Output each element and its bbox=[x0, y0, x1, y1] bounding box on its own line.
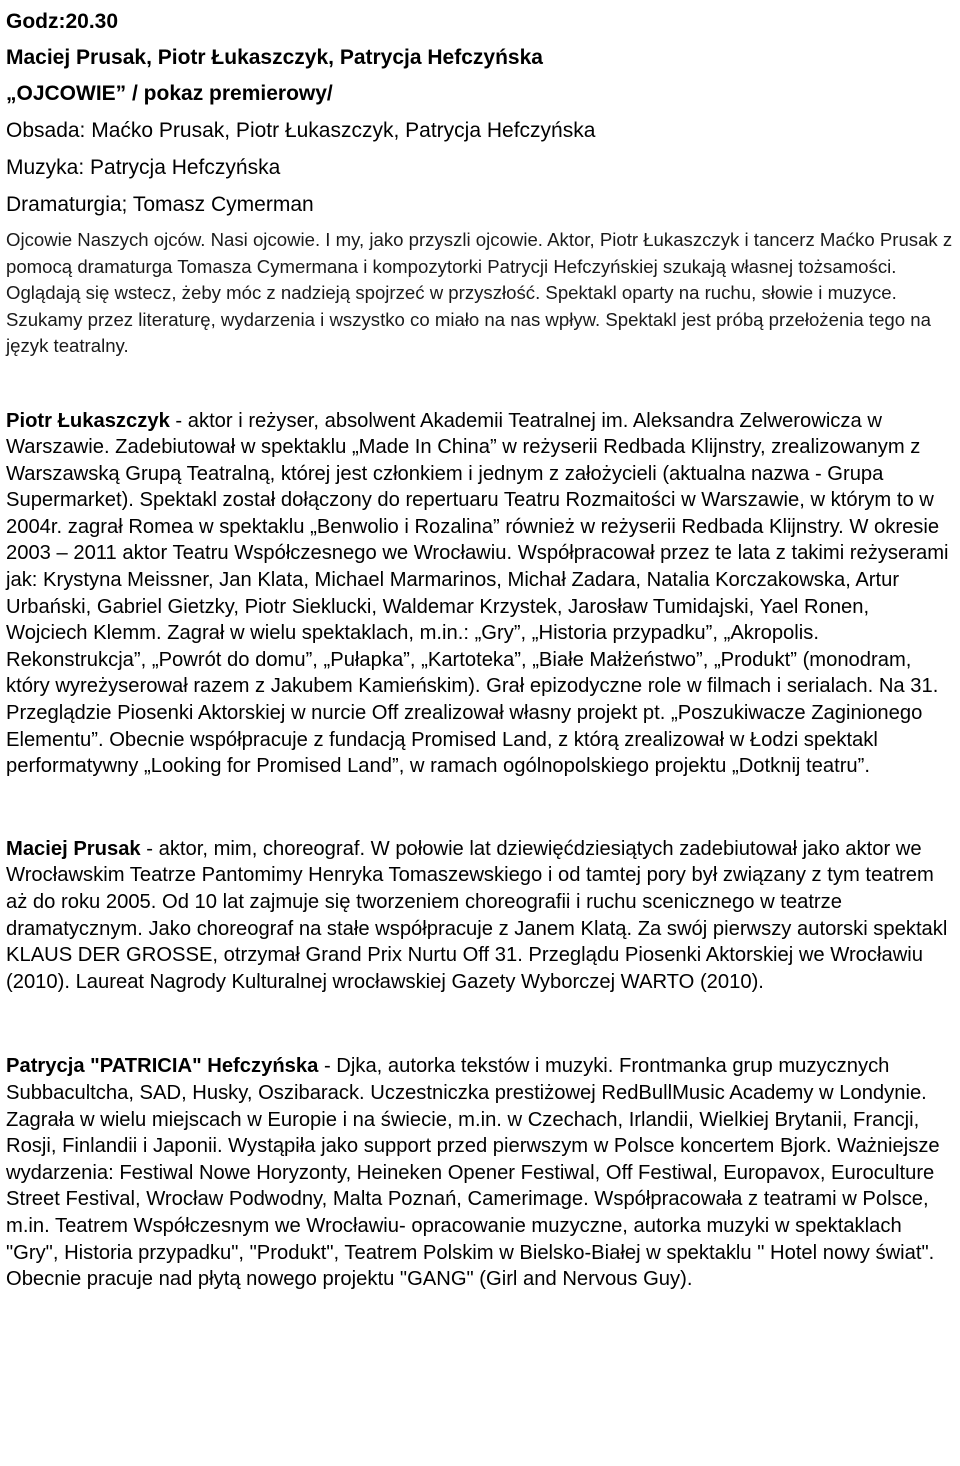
bio-name: Piotr Łukaszczyk bbox=[6, 409, 170, 432]
event-authors: Maciej Prusak, Piotr Łukaszczyk, Patrycja Hefczyńska bbox=[6, 46, 543, 69]
bio-text: - Djka, autorka tekstów i muzyki. Frontmanka grup muzycznych Subbacultcha, SAD, Husky, Oszibarack. Uczestniczka prestiżowej RedBullMusic Academy w Londynie. Zagrała w wielu miejscach w Europie i na świecie, m.in. w Czechach, Irlandii, Wielkiej Brytanii, Francji, Rosji, Finlandii i Japonii. Wystąpiła jako support przed pierwszym w Polsce koncertem Bjork. Ważniejsze wydarzenia: Festiwal Nowe Horyzonty, Heineken Opener Festiwal, Off Festiwal, Europavox, Euroculture Street Festival, Wrocław Podwodny, Malta Poznań, Camerimage. Współpracowała z teatrami w Polsce, m.in. Teatrem Współczesnym we Wrocławiu- opracowanie muzyczne, autorka muzyki w spektaklach "Gry", Historia przypadku", "Produkt", Teatrem Polskim w Bielsko-Białej w spektaklu " Hotel nowy świat". Obecnie pracuje nad płytą nowego projektu "GANG" (Girl and Nervous Guy). bbox=[6, 1055, 940, 1291]
bio-text: - aktor i reżyser, absolwent Akademii Teatralnej im. Aleksandra Zelwerowicza w Warszawie. Zadebiutował w spektaklu „Made In China” w reżyserii Redbada Klijnstry, zrealizowanym z Warszawską Grupą Teatralną, której jest członkiem i jednym z założycieli (aktualna nazwa - Grupa Supermarket). Spektakl został dołączony do repertuaru Teatru Rozmaitości w Warszawie, w którym to w 2004r. zagrał Romea w spektaklu „Benwolio i Rozalina” również w reżyserii Redbada Klijnstry. W okresie 2003 – 2011 aktor Teatru Współczesnego we Wrocławiu. Współpracował przez te lata z takimi reżyserami jak: Krystyna Meissner, Jan Klata, Michael Marmarinos, Michał Zadara, Natalia Korczakowska, Artur Urbański, Gabriel Gietzky, Piotr Sieklucki, Waldemar Krzystek, Jarosław Tumidajski, Yael Ronen, Wojciech Klemm. Zagrał w wielu spektaklach, m.in.: „Gry”, „Historia przypadku”, „Akropolis. Rekonstrukcja”, „Powrót do domu”, „Pułapka”, „Kartoteka”, „Białe Małżeństwo”, „Produkt” (monodram, który wyreżyserował razem z Jakubem Kamieńskim). Grał epizodyczne role w filmach i serialach. Na 31. Przeglądzie Piosenki Aktorskiej w nurcie Off zrealizował własny projekt pt. „Poszukiwacze Zaginionego Elementu”. Obecnie współpracuje z fundacją Promised Land, z którą zrealizował w Łodzi spektakl performatywny „Looking for Promised Land”, w ramach ogólnopolskiego projektu „Dotknij teatru”. bbox=[6, 409, 949, 778]
performance-description: Ojcowie Naszych ojców. Nasi ojcowie. I my, jako przyszli ojcowie. Aktor, Piotr Łukaszczyk i tancerz Maćko Prusak z pomocą dramaturga Tomasza Cymermana i kompozytorki Patrycji Hefczyńskiej szukają własnej tożsamości. Oglądają się wstecz, żeby móc z nadzieją spojrzeć w przyszłość. Spektakl oparty na ruchu, słowie i muzyce. Szukamy przez literaturę, wydarzenia i wszystko co miało na nas wpływ. Spektakl jest próbą przełożenia tego na język teatralny. bbox=[6, 229, 953, 356]
event-title: „OJCOWIE” / pokaz premierowy/ bbox=[6, 82, 333, 105]
bio-lukaszczyk bbox=[6, 408, 956, 780]
bio-name: Maciej Prusak bbox=[6, 837, 141, 860]
bio-name: Patrycja "PATRICIA" Hefczyńska bbox=[6, 1055, 319, 1078]
document-page bbox=[6, 0, 956, 1293]
bio-prusak bbox=[6, 836, 956, 996]
bio-text: - aktor, mim, choreograf. W połowie lat dziewięćdziesiątych zadebiutował jako aktor we Wrocławskim Teatrze Pantomimy Henryka Tomaszewskiego i od tamtej pory był związany z tym teatrem aż do roku 2005. Od 10 lat zajmuje się tworzeniem choreografii i ruchu scenicznego w teatrze dramatycznym. Jako choreograf na stałe współpracuje z Janem Klatą. Za swój pierwszy autorski spektakl KLAUS DER GROSSE, otrzymał Grand Prix Nurtu Off 31. Przeglądu Piosenki Aktorskiej we Wrocławiu (2010). Laureat Nagrody Kulturalnej wrocławskiej Gazety Wyborczej WARTO (2010). bbox=[6, 837, 948, 993]
event-time: Godz:20.30 bbox=[6, 10, 119, 33]
bio-hefczynska bbox=[6, 1053, 956, 1292]
dramaturgy-credit: Dramaturgia; Tomasz Cymerman bbox=[6, 193, 314, 216]
cast-credit: Obsada: Maćko Prusak, Piotr Łukaszczyk, Patrycja Hefczyńska bbox=[6, 119, 596, 142]
music-credit: Muzyka: Patrycja Hefczyńska bbox=[6, 156, 281, 179]
